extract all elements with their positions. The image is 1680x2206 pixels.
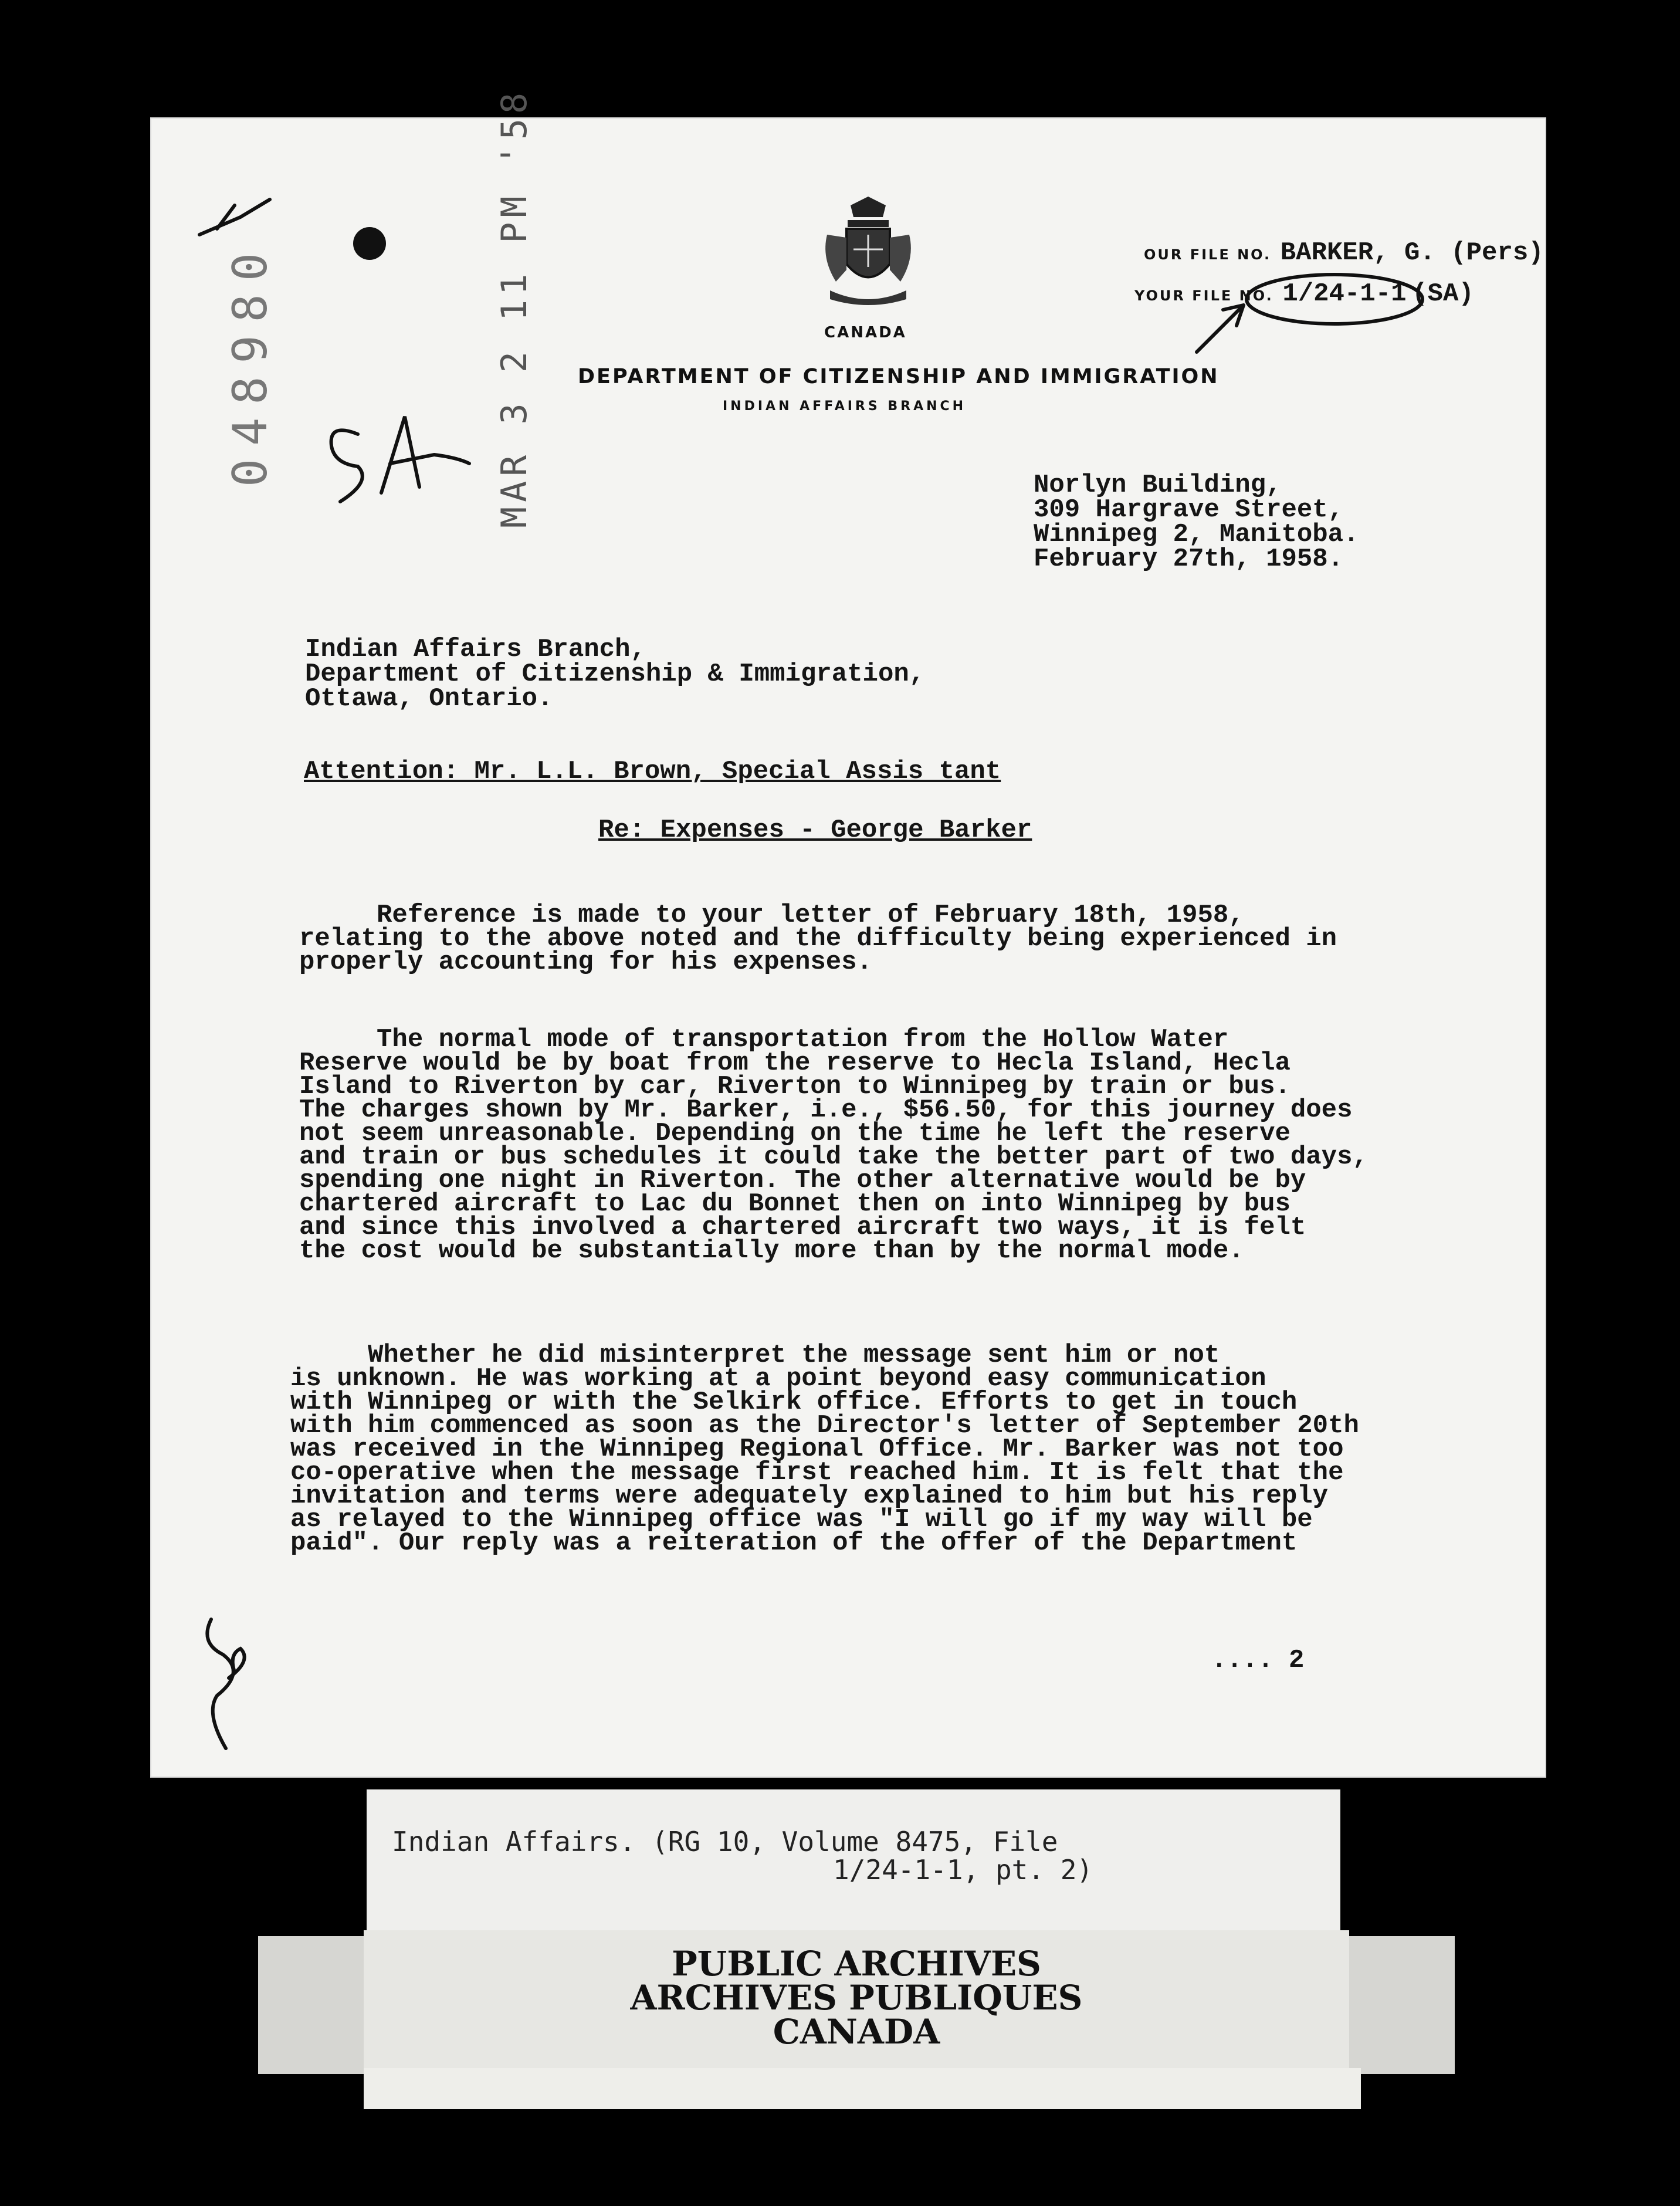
handwritten-initials-top <box>317 399 475 510</box>
coat-of-arms-icon <box>818 194 918 311</box>
body-line: relating to the above noted and the difficulty being experienced in <box>299 924 1337 953</box>
sender-address <box>1034 471 1359 574</box>
our-file-label: OUR FILE NO. <box>1144 246 1272 263</box>
body-line: Reference is made to your letter of February 18th, 1958, <box>299 901 1244 930</box>
our-file-value: BARKER, G. (Pers) <box>1280 238 1544 268</box>
body-line: with him commenced as soon as the Director's letter of September 20th <box>290 1411 1359 1440</box>
body-line: Reserve would be by boat from the reserve to Hecla Island, Hecla <box>299 1048 1291 1078</box>
body-line: the cost would be substantially more than by the normal mode. <box>299 1236 1244 1266</box>
body-line: was received in the Winnipeg Regional Office. Mr. Barker was not too <box>290 1434 1344 1464</box>
subject-line: Re: Expenses - George Barker <box>598 816 1032 845</box>
your-file-label: YOUR FILE NO. <box>1134 287 1273 304</box>
ink-blot-mark <box>194 194 405 276</box>
paragraph-3 <box>290 1341 1359 1558</box>
address-line: Winnipeg 2, Manitoba. <box>1034 520 1359 549</box>
body-line: and train or bus schedules it could take the better part of two days, <box>299 1142 1368 1172</box>
paragraph-2 <box>299 1025 1368 1266</box>
body-line: chartered aircraft to Lac du Bonnet then on into Winnipeg by bus <box>299 1189 1291 1219</box>
recipient-line: Department of Citizenship & Immigration, <box>305 659 925 689</box>
body-line: is unknown. He was working at a point beyond easy communication <box>290 1364 1266 1393</box>
your-file-suffix: (SA) <box>1412 279 1474 309</box>
recipient-address <box>305 637 924 711</box>
archives-strip-bottom <box>364 2068 1361 2109</box>
received-date-stamp: MAR 3 2 11 PM '58 <box>494 87 535 528</box>
recipient-line: Indian Affairs Branch, <box>305 635 646 664</box>
archives-stamp-line: PUBLIC ARCHIVES <box>672 1944 1041 1984</box>
page-continuation: .... 2 <box>1211 1646 1305 1675</box>
body-line: and since this involved a chartered aircraft two ways, it is felt <box>299 1213 1306 1242</box>
body-line: co-operative when the message first reached him. It is felt that the <box>290 1458 1344 1487</box>
letter-date: February 27th, 1958. <box>1034 544 1344 574</box>
letterhead-branch: INDIAN AFFAIRS BRANCH <box>723 399 967 414</box>
body-line: Island to Riverton by car, Riverton to Winnipeg by train or bus. <box>299 1072 1291 1101</box>
body-line: as relayed to the Winnipeg office was "I will go if my way will be <box>290 1505 1313 1534</box>
our-file-number <box>1144 238 1544 268</box>
archives-stamp-line: CANADA <box>773 2012 940 2052</box>
address-line: Norlyn Building, <box>1034 471 1282 500</box>
document-number-stamp: 048980 <box>223 240 277 487</box>
body-line: The charges shown by Mr. Barker, i.e., $56.50, for this journey does <box>299 1095 1353 1125</box>
handwritten-circle-arrow <box>1161 264 1443 381</box>
body-line: spending one night in Riverton. The other alternative would be by <box>299 1166 1306 1195</box>
body-line: with Winnipeg or with the Selkirk office. Efforts to get in touch <box>290 1388 1298 1417</box>
address-line: 309 Hargrave Street, <box>1034 495 1344 525</box>
your-file-value: 1/24-1-1 <box>1282 279 1407 309</box>
attention-line: Attention: Mr. L.L. Brown, Special Assis tant <box>304 757 1001 786</box>
body-line: properly accounting for his expenses. <box>299 948 872 977</box>
handwritten-initials-bottom <box>194 1608 264 1760</box>
archive-reference-line-1: Indian Affairs. (RG 10, Volume 8475, File <box>392 1826 1058 1857</box>
body-line: Whether he did misinterpret the message sent him or not <box>290 1341 1220 1370</box>
body-line: The normal mode of transportation from the Hollow Water <box>299 1025 1229 1054</box>
archive-reference-line-2: 1/24-1-1, pt. 2) <box>833 1854 1093 1886</box>
paragraph-1 <box>299 901 1337 977</box>
letterhead-department: DEPARTMENT OF CITIZENSHIP AND IMMIGRATION <box>578 365 1220 388</box>
recipient-line: Ottawa, Ontario. <box>305 684 553 713</box>
archives-stamp-line: ARCHIVES PUBLIQUES <box>630 1978 1083 2018</box>
archives-stamp <box>364 1944 1349 2052</box>
body-line: paid". Our reply was a reiteration of the offer of the Department <box>290 1528 1298 1558</box>
letterhead-country: CANADA <box>824 324 907 341</box>
body-line: not seem unreasonable. Depending on the time he left the reserve <box>299 1119 1291 1148</box>
body-line: invitation and terms were adequately explained to him but his reply <box>290 1481 1329 1511</box>
